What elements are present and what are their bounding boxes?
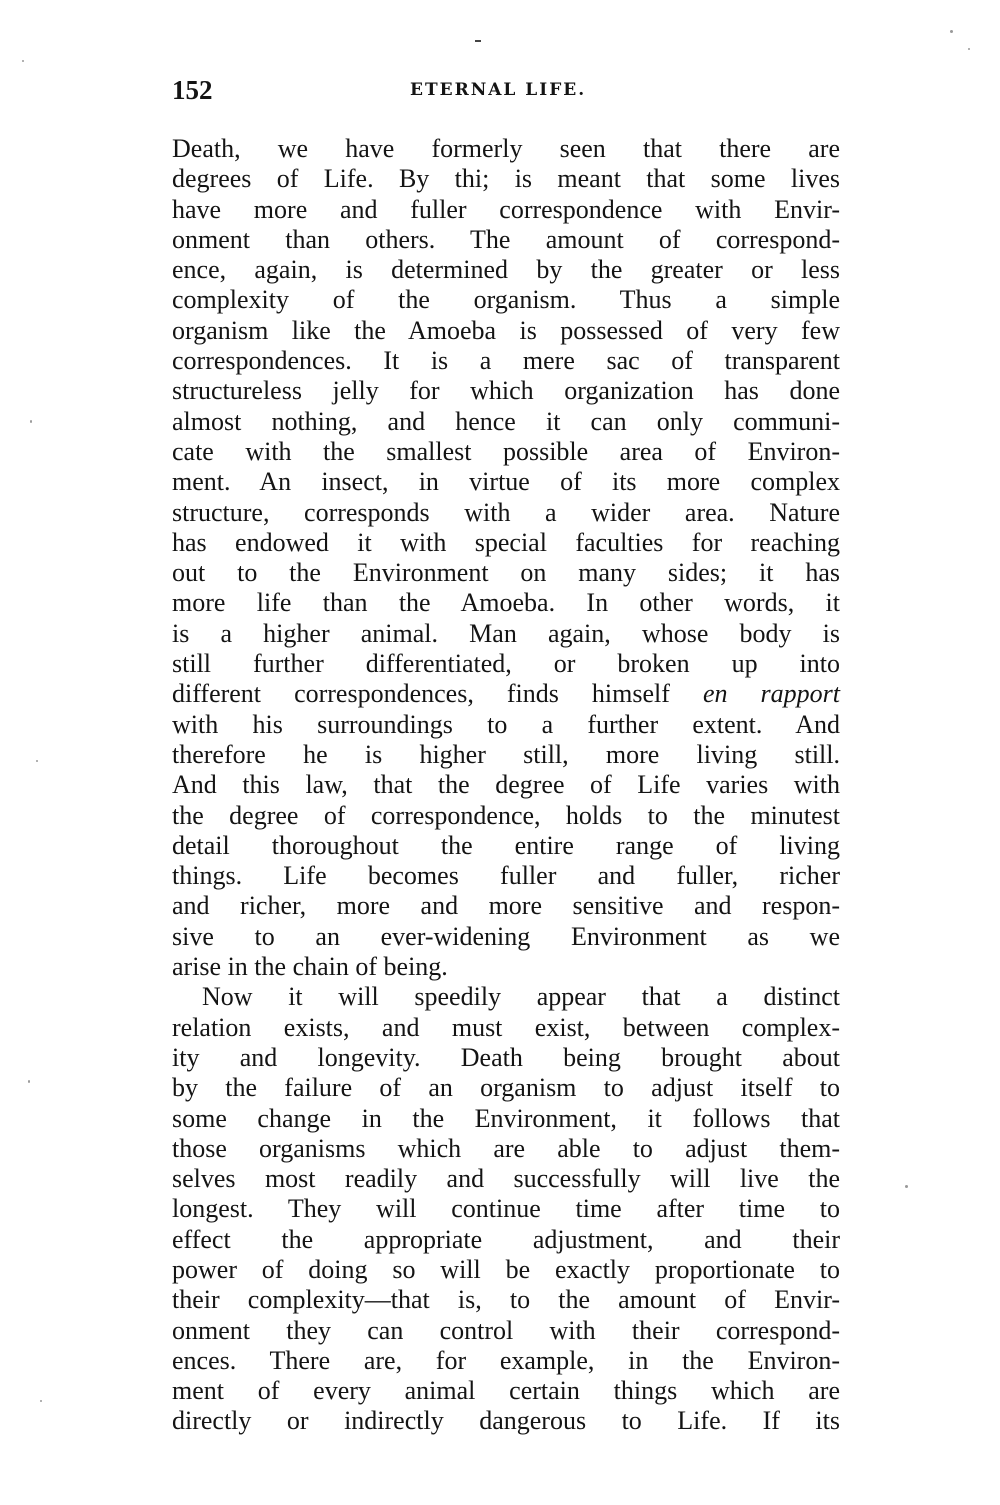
text-line: out to the Environment on many sides; it has [172, 558, 840, 588]
text-run: different correspondences, finds himself [172, 679, 703, 709]
text-line: directly or indirectly dangerous to Life. If its [172, 1406, 840, 1436]
text-line: Now it will speedily appear that a distinct [202, 982, 840, 1012]
text-line: power of doing so will be exactly proportionate to [172, 1254, 840, 1284]
text-line: have more and fuller correspondence with Envir- [172, 194, 840, 224]
text-line: degrees of Life. By thi; is meant that some lives [172, 164, 840, 194]
text-line-with-italic [172, 679, 840, 709]
text-line: ment of every animal certain things which are [172, 1376, 840, 1406]
text-line: their complexity—that is, to the amount of Envir- [172, 1285, 840, 1315]
text-line: with his surroundings to a further extent. And [172, 709, 840, 739]
text-line: cate with the smallest possible area of Environ- [172, 436, 840, 466]
text-line: detail thoroughout the entire range of living [172, 830, 840, 860]
text-line: by the failure of an organism to adjust itself to [172, 1073, 840, 1103]
scan-speck [36, 760, 38, 762]
scan-speck [28, 1080, 30, 1083]
text-line: structureless jelly for which organization has done [172, 376, 840, 406]
text-line: still further differentiated, or broken up into [172, 649, 840, 679]
scan-speck [40, 1400, 42, 1402]
text-line: those organisms which are able to adjust them- [172, 1133, 840, 1163]
text-line: ment. An insect, in virtue of its more complex [172, 467, 840, 497]
page-number: 152 [172, 75, 213, 105]
text-line: Death, we have formerly seen that there are [172, 134, 840, 163]
text-line: and richer, more and more sensitive and respon- [172, 891, 840, 921]
text-line: longest. They will continue time after time to [172, 1194, 840, 1224]
scan-speck [968, 48, 970, 50]
text-line: some change in the Environment, it follows that [172, 1103, 840, 1133]
text-line: onment they can control with their correspond- [172, 1315, 840, 1345]
text-line: more life than the Amoeba. In other words, it [172, 588, 840, 618]
text-line: effect the appropriate adjustment, and their [172, 1224, 840, 1254]
scan-speck [905, 1185, 908, 1188]
text-line: correspondences. It is a mere sac of transparent [172, 346, 840, 376]
scan-speck [30, 420, 32, 423]
text-line: complexity of the organism. Thus a simple [172, 285, 840, 315]
text-line: selves most readily and successfully will live the [172, 1164, 840, 1194]
text-line: ence, again, is determined by the greater or less [172, 255, 840, 285]
text-line: the degree of correspondence, holds to the minutest [172, 800, 840, 830]
text-line: organism like the Amoeba is possessed of very few [172, 315, 840, 345]
text-line: relation exists, and must exist, between complex- [172, 1012, 840, 1042]
text-line: ences. There are, for example, in the Environ- [172, 1345, 840, 1375]
scan-speck [22, 60, 24, 62]
running-title: ETERNAL LIFE. [410, 80, 587, 100]
text-line: almost nothing, and hence it can only communi- [172, 406, 840, 436]
text-line: And this law, that the degree of Life varies with [172, 770, 840, 800]
italic-phrase: en rapport [702, 679, 840, 709]
text-line: sive to an ever-widening Environment as we [172, 921, 840, 951]
text-line: therefore he is higher still, more living still. [172, 739, 840, 769]
text-line: is a higher animal. Man again, whose body is [172, 618, 840, 648]
text-line: arise in the chain of being. [172, 952, 448, 982]
text-line: things. Life becomes fuller and fuller, richer [172, 861, 840, 891]
print-speck [475, 40, 481, 42]
text-line: onment than others. The amount of correspond- [172, 224, 840, 254]
text-line: has endowed it with special faculties for reaching [172, 527, 840, 557]
text-line: structure, corresponds with a wider area. Nature [172, 497, 840, 527]
body-text [172, 134, 840, 1437]
text-line: ity and longevity. Death being brought about [172, 1042, 840, 1072]
paragraph-2 [172, 982, 840, 1436]
scan-speck [950, 30, 953, 33]
paragraph-1 [172, 134, 840, 982]
running-head [172, 72, 840, 108]
